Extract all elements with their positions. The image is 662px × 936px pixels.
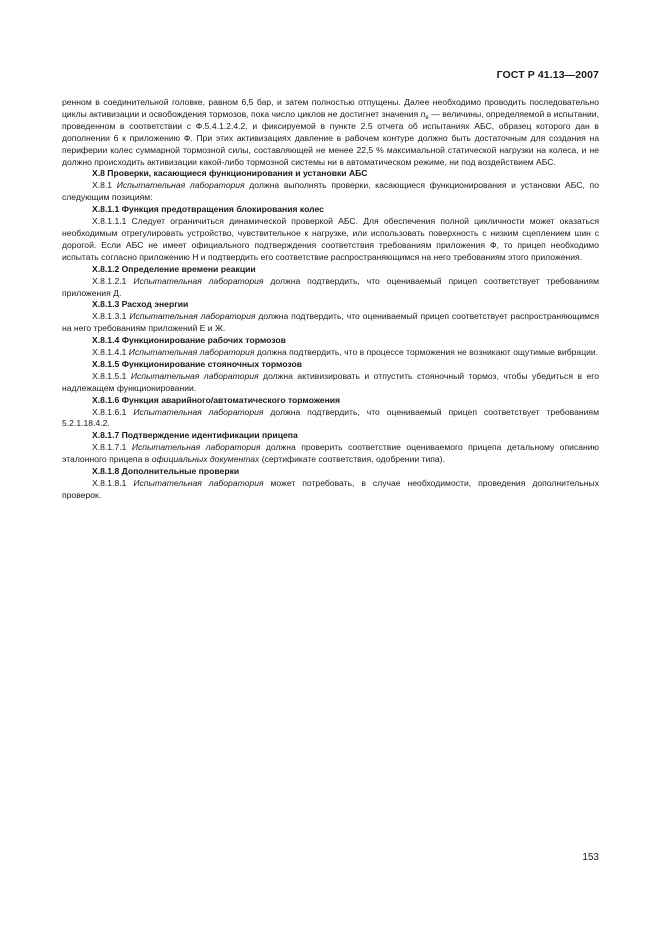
document-body [62, 97, 599, 502]
section-heading-x811: X.8.1.1 Функция предотвращения блокирования колес [92, 204, 324, 215]
section-heading-x817: X.8.1.7 Подтверждение идентификации прицепа [92, 430, 298, 441]
paragraph-continuation: ренном в соединительной головке, равном 6,5 бар, и затем полностью отпущены. Далее необходимо проводить последовательно циклы активизации и освобождения тормозов, пока число циклов не достигнет значения $n_e$ — величины, определяемой в испытании, проведенном в соответствии с Ф.5.4.1.2.4.2, и фиксируемой в пункте 2.5 отчета об испытаниях АБС, образец которого дан в дополнении 6 к приложению Ф. При этих активизациях давление в рабочем контуре должно быть достаточным для создания на периферии колес суммарной тормозной силы, составляющей не менее 22,5 % максимальной статической нагрузки на колеса, и не должно происходить активизации какой-либо тормозной системы ни в автоматическом режиме, ни под воздействием АБС. [62, 97, 599, 167]
page-number: 153 [582, 852, 599, 863]
section-heading-x816: X.8.1.6 Функция аварийного/автоматического торможения [92, 394, 341, 405]
paragraph-x8131: X.8.1.3.1 Испытательная лаборатория должна подтвердить, что оцениваемый прицеп соответствует распространяющимся на него требованиям приложений Е и Ж. [62, 311, 599, 334]
variable-n: n [420, 108, 426, 119]
paragraph-x8141: X.8.1.4.1 Испытательная лаборатория должна подтвердить, что в процессе торможения не возникают ощутимые вибрации. [92, 347, 599, 358]
section-heading-x813: X.8.1.3 Расход энергии [92, 299, 189, 310]
section-heading-x8: X.8 Проверки, касающиеся функционирования и установки АБС [92, 168, 368, 179]
section-heading-x814: X.8.1.4 Функционирование рабочих тормозов [92, 335, 286, 346]
section-heading-x815: X.8.1.5 Функционирование стояночных тормозов [92, 358, 302, 369]
section-heading-x812: X.8.1.2 Определение времени реакции [92, 263, 256, 274]
document-header: ГОСТ Р 41.13—2007 [496, 69, 599, 81]
paragraph-x8161: X.8.1.6.1 Испытательная лаборатория должна подтвердить, что оцениваемый прицеп соответствует требованиям 5.2.1.18.4.2. [62, 406, 599, 429]
paragraph-x8-1: X.8.1 Испытательная лаборатория должна выполнять проверки, касающиеся функционирования и установки АБС, по следующим позициям: [62, 180, 599, 203]
variable-subscript: e [425, 114, 429, 121]
paragraph-x8111: X.8.1.1.1 Следует ограничиться динамической проверкой АБС. Для обеспечения полной цикличности может оказаться необходимым отрегулировать устройство, чувствительное к нагрузке, или использовать поверхность с низким сцеплением шин с дорогой. Если АБС не имеет официального подтверждения соответствия требованиям приложения Ф, то прицеп необходимо испытать согласно приложению Н и подтвердить его соответствие распространяющимся на него требованиям этого приложения. [62, 216, 599, 262]
paragraph-x8151: X.8.1.5.1 Испытательная лаборатория должна активизировать и отпустить стояночный тормоз, чтобы убедиться в его надлежащем функционировании. [62, 370, 599, 393]
paragraph-x8171: X.8.1.7.1 Испытательная лаборатория должна проверить соответствие оцениваемого прицепа детальному описанию эталонного прицепа в официальных документах (сертификате соответствия, одобрении типа). [62, 442, 599, 465]
paragraph-x8181: X.8.1.8.1 Испытательная лаборатория может потребовать, в случае необходимости, проведения дополнительных проверок. [62, 478, 599, 500]
section-heading-x818: X.8.1.8 Дополнительные проверки [92, 466, 240, 477]
paragraph-x8121: X.8.1.2.1 Испытательная лаборатория должна подтвердить, что оцениваемый прицеп соответствует требованиям приложения Д. [62, 275, 599, 298]
